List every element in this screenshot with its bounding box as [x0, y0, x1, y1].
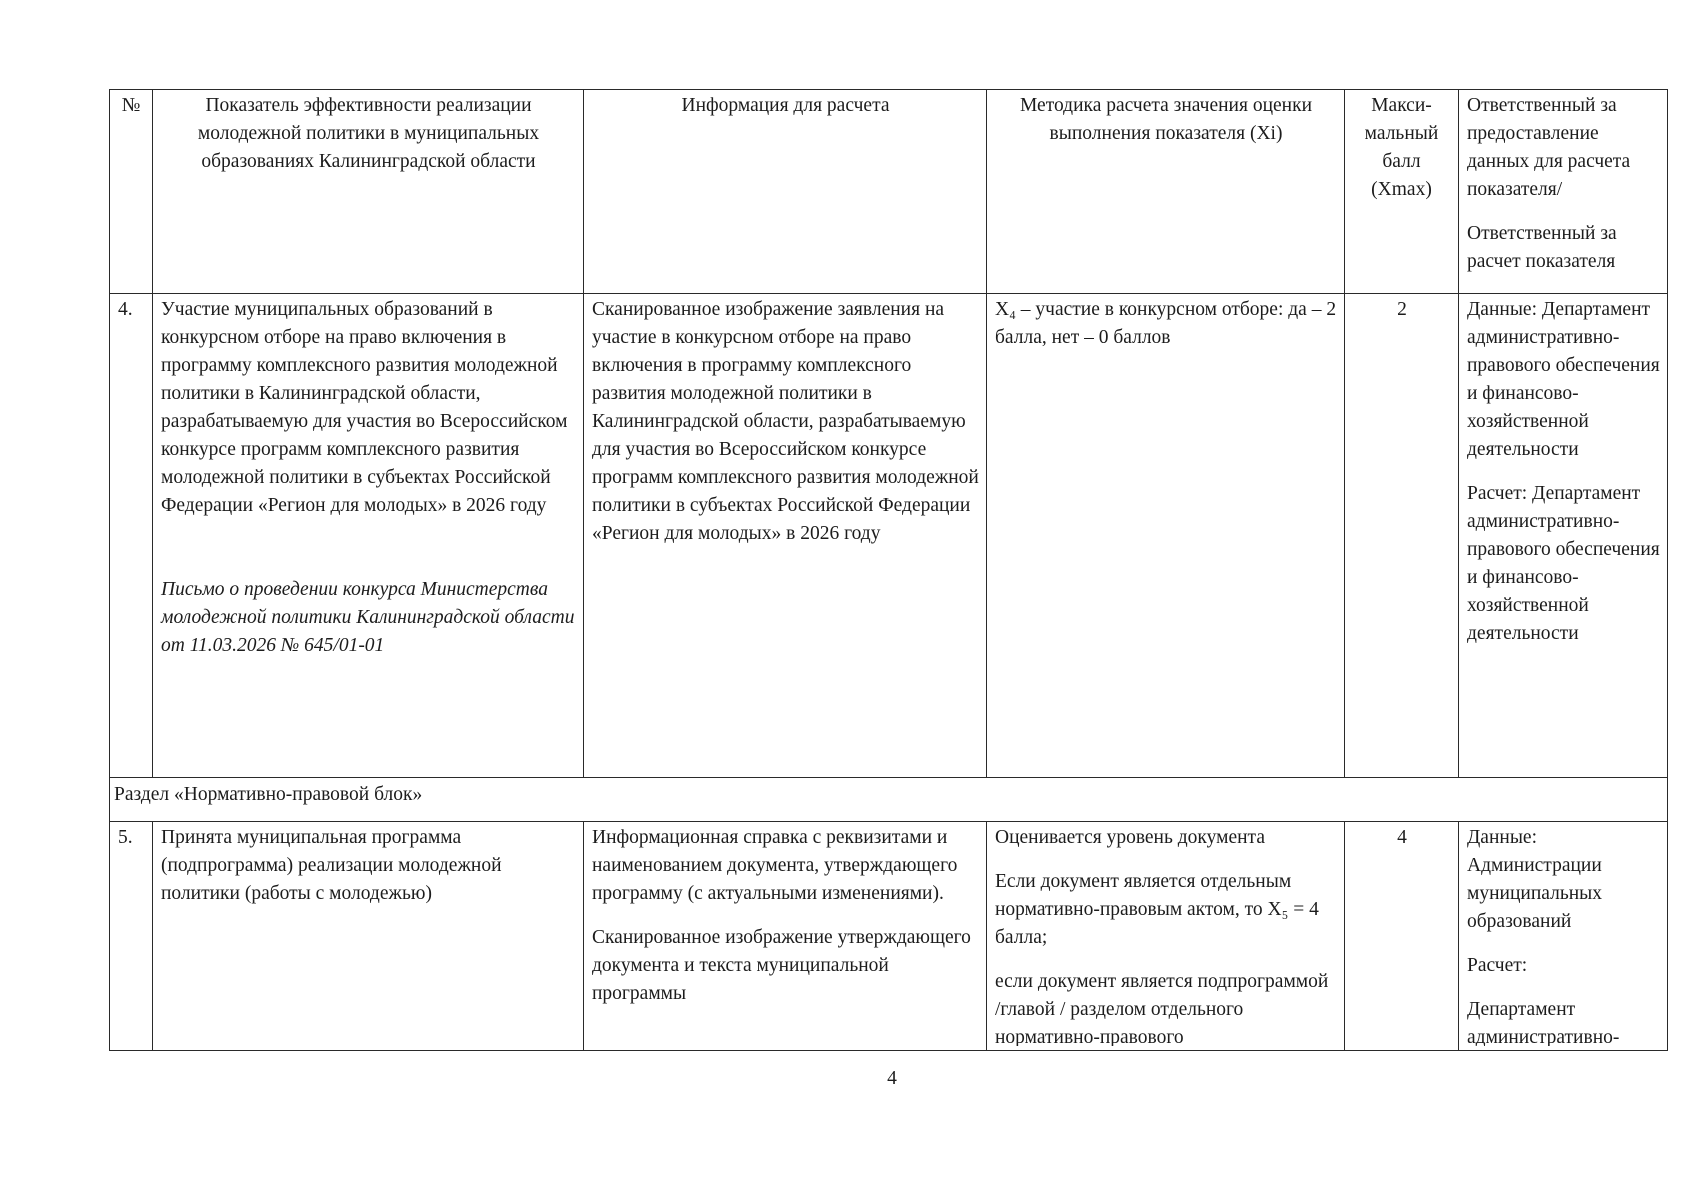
section-title: Раздел «Нормативно-правовой блок» — [110, 778, 1668, 822]
responsible-calc: Расчет: Департамент административно-правового обеспечения и финансово-хозяйственной деятельности — [1467, 483, 1660, 644]
responsible-cell — [1459, 294, 1668, 778]
header-responsible — [1459, 90, 1668, 294]
table-row — [110, 822, 1668, 1051]
row-number: 4. — [110, 294, 153, 778]
max-score-cell: 2 — [1345, 294, 1459, 778]
info-cell — [584, 822, 987, 1051]
header-responsible-calc: Ответственный за расчет показателя — [1467, 223, 1617, 272]
table-header-row — [110, 90, 1668, 294]
responsible-calc: Департамент административно- — [1467, 999, 1620, 1046]
method-cell: X₄ – участие в конкурсном отборе: да – 2 балла, нет – 0 баллов — [987, 294, 1345, 778]
responsible-data: Данные: Администрации муниципальных образований — [1467, 827, 1603, 932]
responsible-calc-label: Расчет: — [1467, 955, 1528, 976]
indicator-cell — [153, 822, 584, 1051]
responsible-cell — [1459, 822, 1668, 1051]
header-num: № — [110, 90, 153, 294]
info-text-1: Информационная справка с реквизитами и наименованием документа, утверждающего программу (с актуальными изменениями). — [592, 827, 958, 904]
info-cell: Сканированное изображение заявления на участие в конкурсном отборе на право включения в программу комплексного развития молодежной политики в Калининградской области, разрабатываемую для участия во Всероссийском конкурсе программ комплексного развития молодежной политики в субъектах Российской Федерации «Регион для молодых» в 2026 году — [584, 294, 987, 778]
header-max-score: Макси- мальный балл (Xmax) — [1345, 90, 1459, 294]
indicator-text: Участие муниципальных образований в конкурсном отборе на право включения в программу комплексного развития молодежной политики в Калининградской области, разрабатываемую для участия во Всероссийском конкурсе программ комплексного развития молодежной политики в субъектах Российской Федерации «Регион для молодых» в 2026 году — [161, 299, 568, 516]
max-score-cell: 4 — [1345, 822, 1459, 1051]
header-info: Информация для расчета — [584, 90, 987, 294]
method-text-3: если документ является подпрограммой /главой / разделом отдельного нормативно-правового — [995, 971, 1329, 1046]
indicator-cell — [153, 294, 584, 778]
info-text-2: Сканированное изображение утверждающего документа и текста муниципальной программы — [592, 927, 971, 1004]
indicators-table — [109, 89, 1668, 1051]
method-text-1: Оценивается уровень документа — [995, 827, 1265, 848]
responsible-data: Данные: Департамент административно-правового обеспечения и финансово-хозяйственной деятельности — [1467, 299, 1660, 460]
header-responsible-data: Ответственный за предоставление данных для расчета показателя/ — [1467, 95, 1631, 200]
spacer — [161, 520, 576, 576]
page-number: 4 — [887, 1068, 897, 1089]
section-row — [110, 778, 1668, 822]
indicator-text: Принята муниципальная программа (подпрограмма) реализации молодежной политики (работы с молодежью) — [161, 827, 502, 904]
method-cell — [987, 822, 1345, 1051]
row-number: 5. — [110, 822, 153, 1051]
header-indicator: Показатель эффективности реализации молодежной политики в муниципальных образованиях Калининградской области — [153, 90, 584, 294]
table-row — [110, 294, 1668, 778]
method-text-2: Если документ является отдельным нормативно-правовым актом, то X₅ = 4 балла; — [995, 871, 1319, 948]
header-method: Методика расчета значения оценки выполнения показателя (Xi) — [987, 90, 1345, 294]
indicator-note: Письмо о проведении конкурса Министерства молодежной политики Калининградской области от 11.03.2026 № 645/01-01 — [161, 579, 575, 656]
